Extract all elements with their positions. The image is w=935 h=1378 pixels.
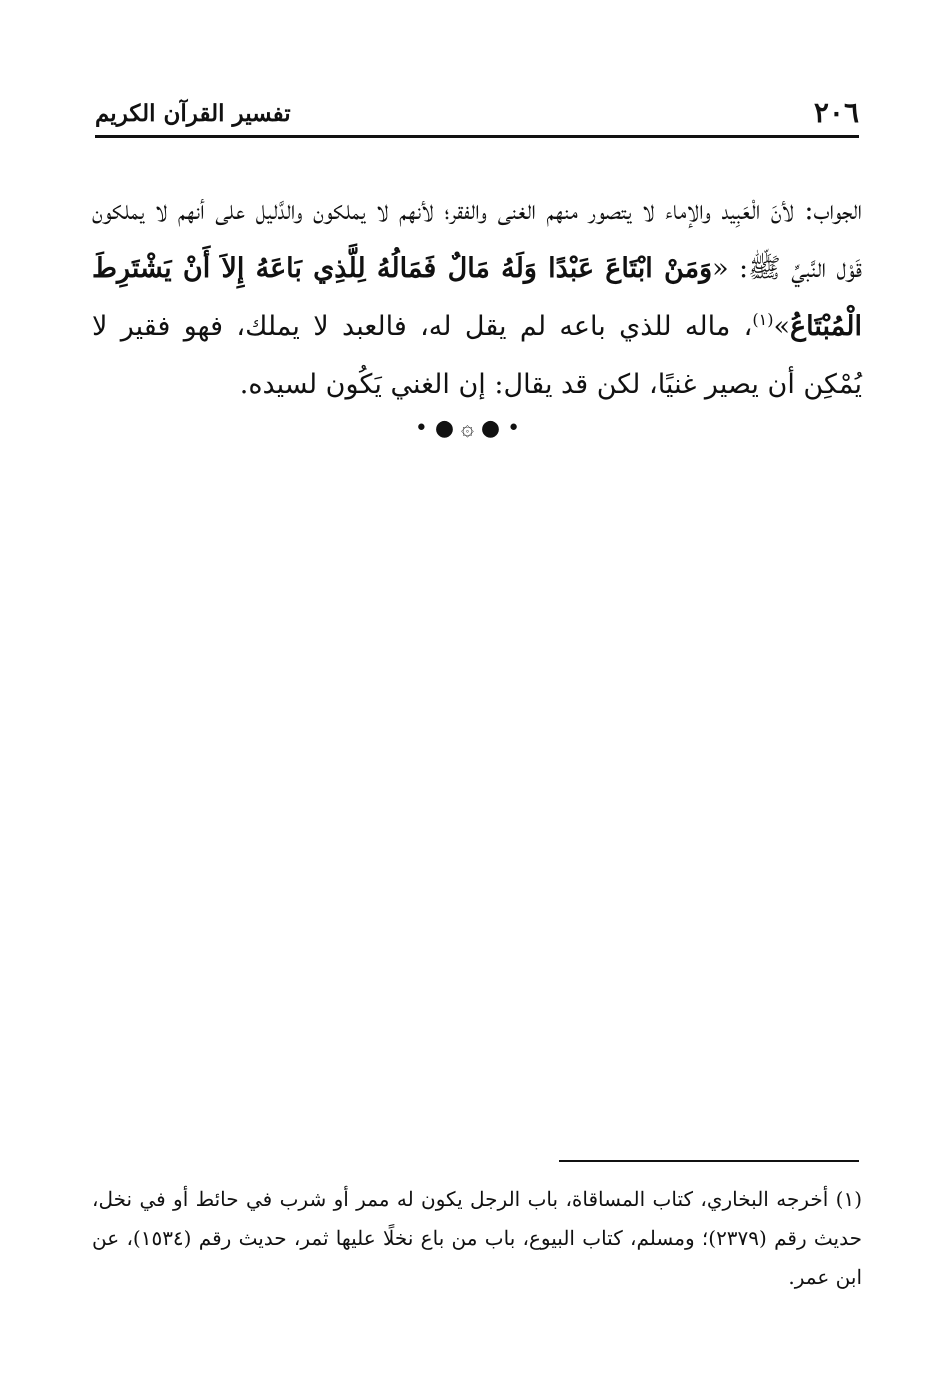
- quote-close: »: [773, 311, 791, 342]
- page-header: [95, 96, 859, 134]
- header-rule: [95, 135, 859, 138]
- footnote-1: (١) أخرجه البخاري، كتاب المساقاة، باب الرجل يكون له ممر أو شرب في حائط أو في نخل، حديث رقم (٢٣٧٩)؛ ومسلم، كتاب البيوع، باب من باع نخلًا عليها ثمر، حديث رقم (١٥٣٤)، عن ابن عمر.: [92, 1187, 862, 1289]
- running-title: تفسير القرآن الكريم: [95, 100, 291, 127]
- answer-paragraph: [92, 182, 862, 414]
- section-separator: • ● ۞ ● •: [414, 416, 521, 441]
- hadith-quote: وَمَنْ ابْتَاعَ عَبْدًا وَلَهُ مَالٌ فَمَالُهُ لِلَّذِي بَاعَهُ إِلاَ أَنْ يَشْتَرِطَ الْمُبْتَاعُ: [92, 253, 862, 342]
- footnote-reference[interactable]: (١): [752, 310, 774, 329]
- footnote-rule: [559, 1160, 859, 1162]
- page-number: ٢٠٦: [813, 96, 859, 129]
- continuation-text: ، ماله للذي باعه لم يقل له، فالعبد لا يملك، فهو فقير لا يُمْكِن أن يصير غنيًا، لكن قد يقال: إن الغني يَكُون لسيده.: [92, 311, 862, 400]
- body-text: [92, 182, 862, 414]
- answer-text: الجواب: لأنَ الْعَبِيد والإماء لا يتصور منهم الغنى والفقر؛ لأنهم لا يملكون والدَّليل على أنهم لا يملكون قَوْل النَّبيِّ ﷺ: «: [92, 195, 862, 284]
- footnotes: [92, 1180, 862, 1297]
